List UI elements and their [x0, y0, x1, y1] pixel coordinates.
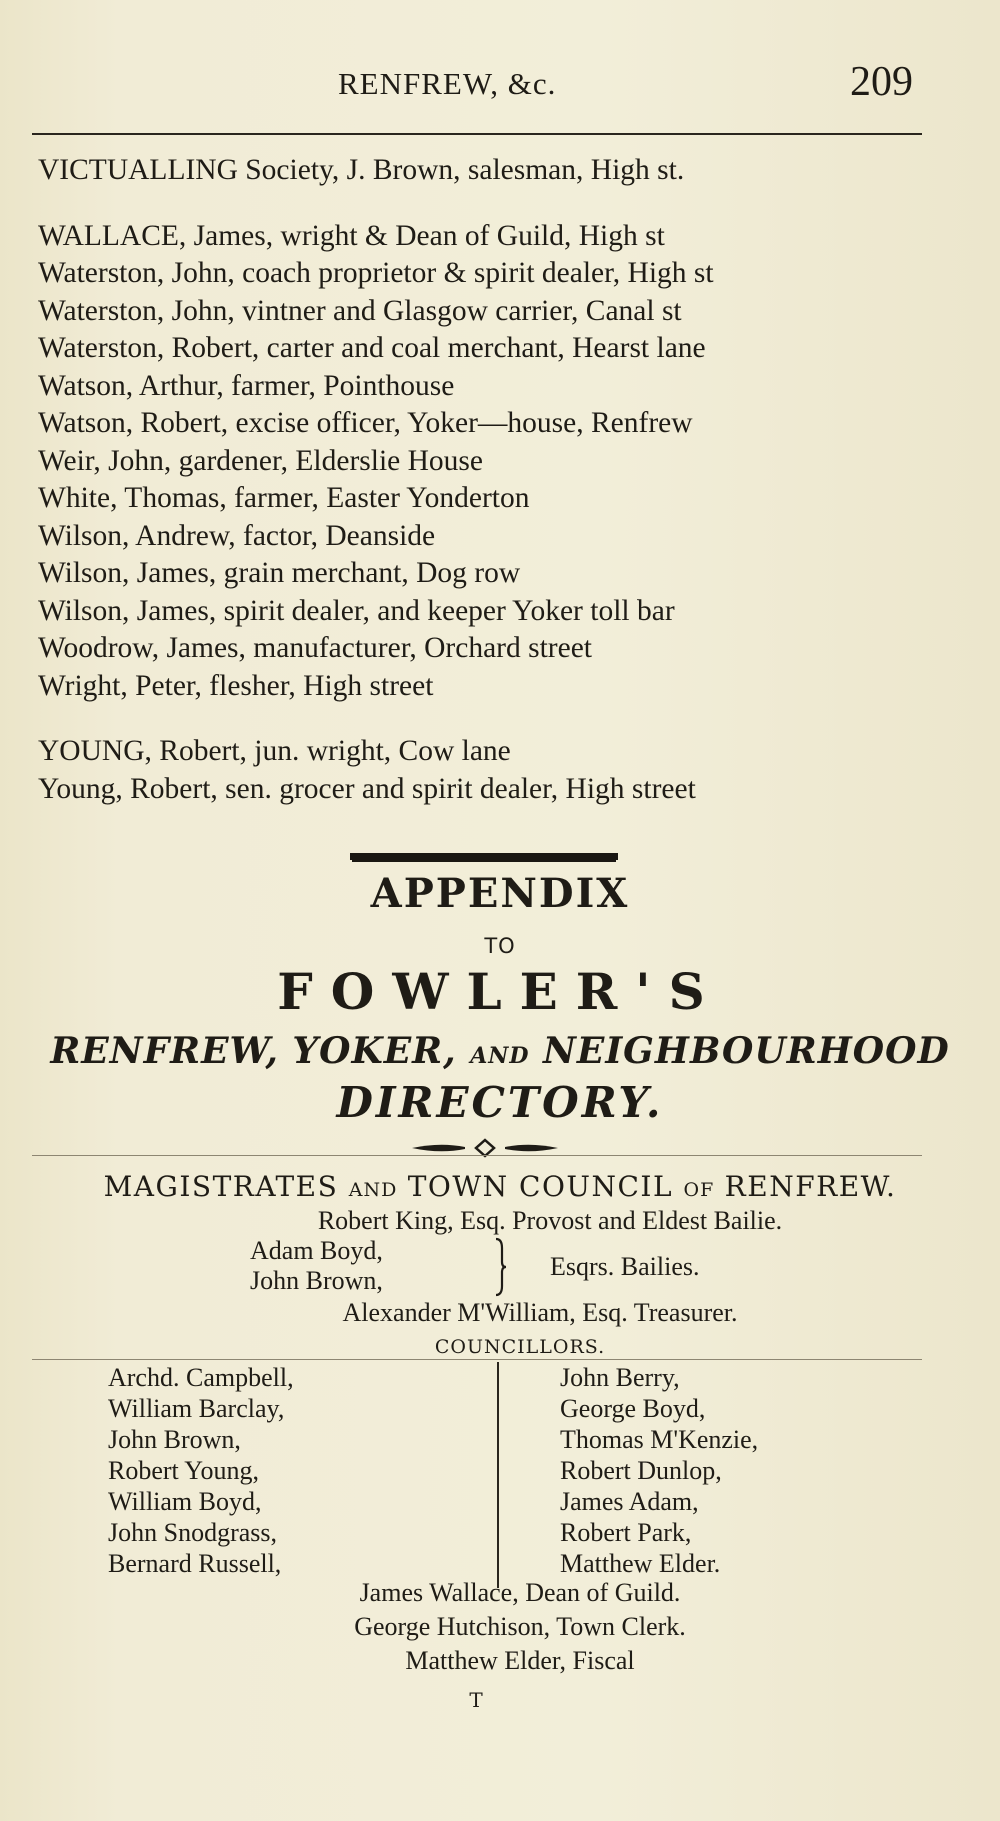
- council-heading-and: AND: [348, 1179, 398, 1201]
- entry: WALLACE, James, wright & Dean of Guild, High st: [38, 219, 665, 252]
- appendix-rule: [350, 853, 618, 860]
- councillors-rule: [32, 1359, 922, 1360]
- dean-line: James Wallace, Dean of Guild.: [359, 1578, 681, 1607]
- entry: Wright, Peter, flesher, High street: [38, 669, 434, 702]
- directory-title: DIRECTORY.: [336, 1078, 664, 1127]
- page-number: 209: [850, 59, 913, 105]
- treasurer-line: Alexander M'William, Esq. Treasurer.: [342, 1298, 738, 1327]
- councillor-name: William Boyd,: [108, 1487, 262, 1516]
- councillors-right-column: [560, 1362, 890, 1579]
- bailie-name: Adam Boyd,: [250, 1236, 383, 1265]
- entry: Young, Robert, sen. grocer and spirit dealer, High street: [38, 772, 696, 805]
- council-heading-part: TOWN COUNCIL: [407, 1170, 674, 1203]
- subtitle-and: AND: [470, 1043, 530, 1069]
- directory-entries: [38, 152, 988, 808]
- council-heading-part: MAGISTRATES: [103, 1170, 339, 1203]
- entry: YOUNG, Robert, jun. wright, Cow lane: [38, 735, 511, 767]
- section-gap: [38, 190, 988, 218]
- entry: Watson, Robert, excise officer, Yoker—house, Renfrew: [38, 407, 693, 439]
- councillor-name: John Brown,: [108, 1425, 241, 1454]
- entry: Waterston, John, vintner and Glasgow carrier, Canal st: [38, 294, 682, 327]
- entry: Waterston, Robert, carter and coal merchant, Hearst lane: [38, 332, 706, 364]
- entry: Woodrow, James, manufacturer, Orchard street: [38, 632, 592, 664]
- column-divider: [497, 1362, 499, 1588]
- header-rule: [32, 133, 922, 135]
- councillors-heading: COUNCILLORS.: [434, 1336, 606, 1358]
- entry: Waterston, John, coach proprietor & spirit dealer, High st: [38, 257, 714, 289]
- councillor-name: Robert Park,: [560, 1518, 692, 1547]
- councillor-name: Bernard Russell,: [108, 1549, 282, 1578]
- brace-icon: [490, 1236, 510, 1298]
- ornament-rule: [32, 1155, 922, 1156]
- council-heading-part: RENFREW.: [724, 1170, 897, 1203]
- entry: Wilson, James, spirit dealer, and keeper Yoker toll bar: [38, 594, 675, 627]
- entry: Wilson, James, grain merchant, Dog row: [38, 557, 521, 589]
- entry: Wilson, Andrew, factor, Deanside: [38, 519, 436, 552]
- councillor-name: Thomas M'Kenzie,: [560, 1425, 759, 1454]
- page-header: [0, 58, 1000, 108]
- provost-line: Robert King, Esq. Provost and Eldest Bailie.: [317, 1206, 783, 1235]
- councillor-name: James Adam,: [560, 1487, 699, 1516]
- councillor-name: John Berry,: [560, 1363, 680, 1392]
- section-gap: [38, 705, 988, 733]
- bailie-name: John Brown,: [250, 1266, 383, 1295]
- bailies-title: Esqrs. Bailies.: [550, 1252, 700, 1281]
- appendix-heading: APPENDIX: [370, 870, 630, 917]
- fowlers-title: FOWLER'S: [277, 962, 723, 1021]
- council-heading-of: OF: [683, 1179, 715, 1201]
- bailies-block: [250, 1236, 750, 1300]
- clerk-line: George Hutchison, Town Clerk.: [354, 1612, 686, 1641]
- entry: Watson, Arthur, farmer, Pointhouse: [38, 369, 455, 402]
- entry: Weir, John, gardener, Elderslie House: [38, 444, 483, 477]
- councillor-name: John Snodgrass,: [108, 1518, 278, 1547]
- subtitle-part: NEIGHBOURHOOD: [543, 1030, 950, 1072]
- councillor-name: William Barclay,: [108, 1394, 285, 1423]
- councillor-name: Robert Dunlop,: [560, 1456, 722, 1485]
- entry: White, Thomas, farmer, Easter Yonderton: [38, 482, 530, 514]
- signature-mark: T: [469, 1688, 483, 1712]
- council-heading: [0, 1170, 1000, 1203]
- councillor-name: Robert Young,: [108, 1456, 259, 1485]
- councillor-name: George Boyd,: [560, 1394, 706, 1423]
- running-title: RENFREW, &c.: [338, 66, 557, 101]
- directory-subtitle: [0, 1030, 1000, 1072]
- councillor-name: Archd. Campbell,: [108, 1363, 294, 1392]
- councillor-name: Matthew Elder.: [560, 1549, 721, 1578]
- appendix-to: TO: [484, 934, 516, 958]
- fiscal-line: Matthew Elder, Fiscal: [405, 1646, 635, 1675]
- councillors-left-column: [108, 1362, 438, 1579]
- entry: VICTUALLING Society, J. Brown, salesman, High st.: [38, 154, 685, 186]
- subtitle-part: RENFREW, YOKER,: [50, 1030, 457, 1072]
